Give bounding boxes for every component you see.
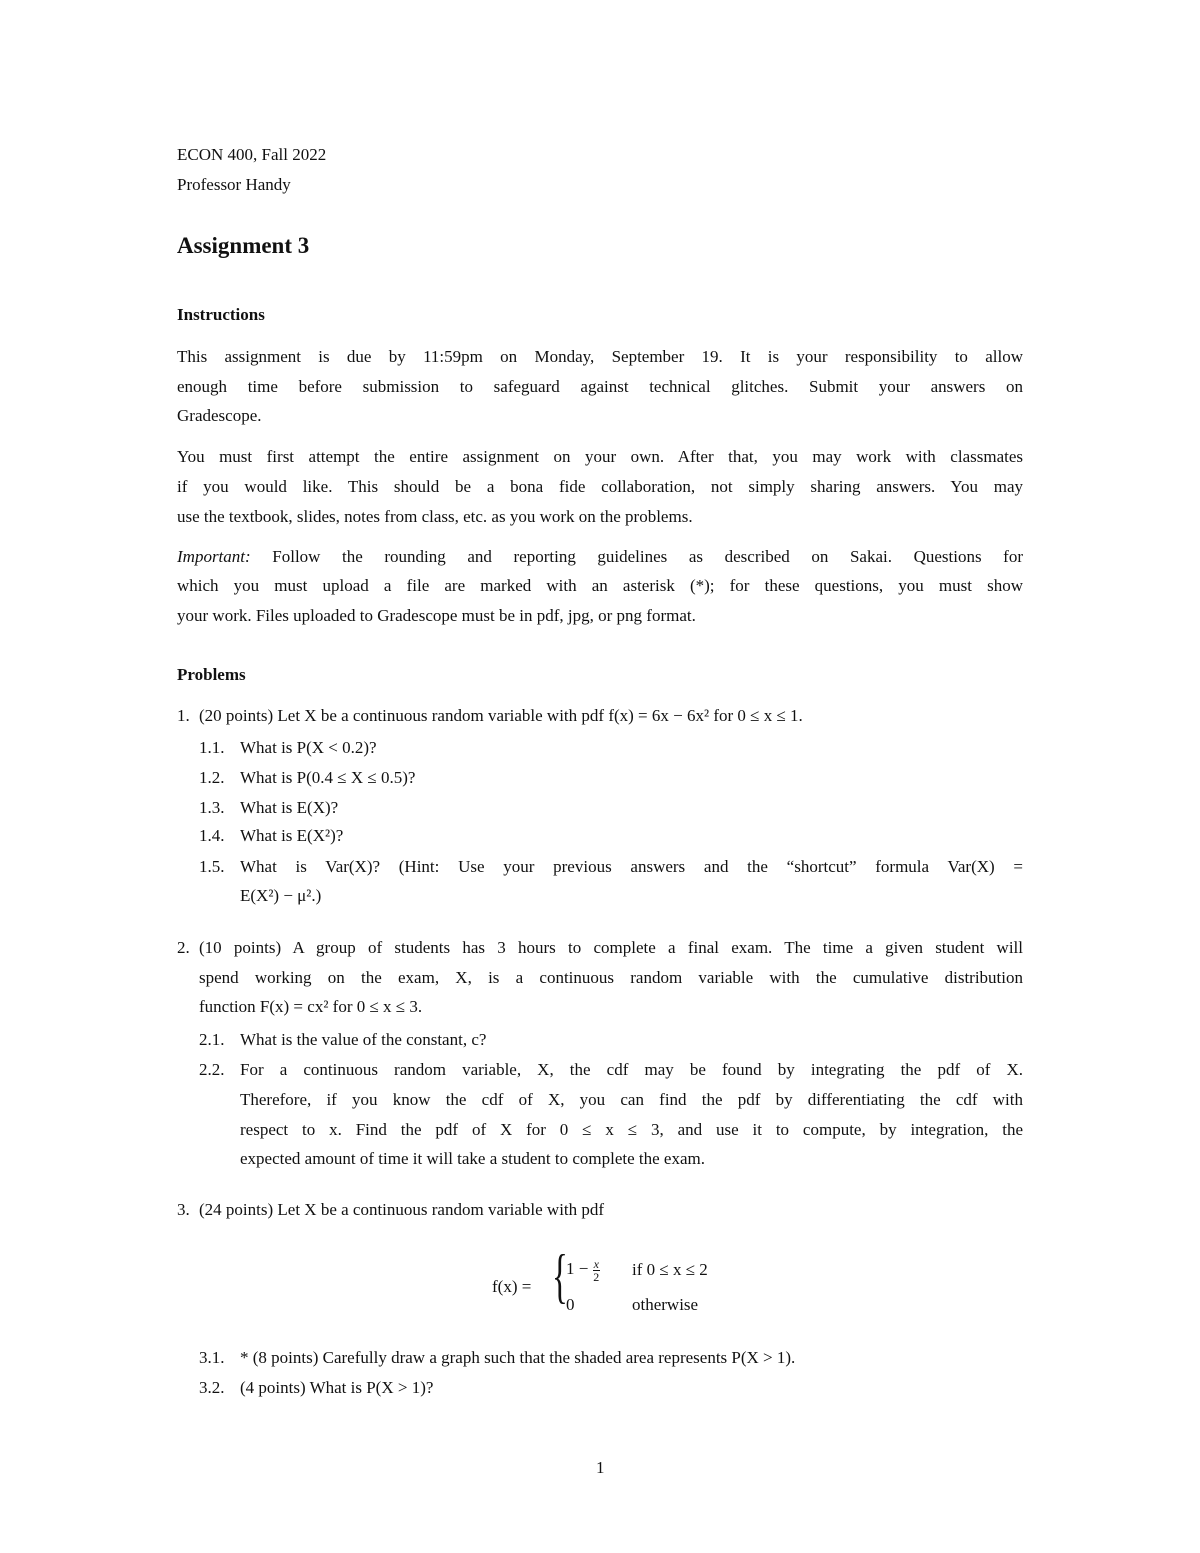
problem-2-line-3: function F(x) = cx² for 0 ≤ x ≤ 3. <box>199 997 423 1016</box>
instructions-p1-line-2: enough time before submission to safeguard against technical glitches. Submit your answers on <box>177 377 1023 396</box>
problem-3-2-text: (4 points) What is P(X > 1)? <box>240 1378 434 1397</box>
left-brace: { <box>552 1243 568 1309</box>
problems-heading: Problems <box>177 665 246 684</box>
problem-1-5-text-cont: E(X²) − μ².) <box>240 886 322 905</box>
problem-1-5-number: 1.5. <box>199 857 225 876</box>
instructions-p1-line-1: This assignment is due by 11:59pm on Monday, September 19. It is your responsibility to allow <box>177 347 1023 366</box>
problem-2-line-1: (10 points) A group of students has 3 hours to complete a final exam. The time a given student will <box>199 938 1023 957</box>
problem-1-2-text: What is P(0.4 ≤ X ≤ 0.5)? <box>240 768 416 787</box>
instructions-p3-line-2: which you must upload a file are marked with an asterisk (*); for these questions, you must show <box>177 576 1023 595</box>
problem-2-1-text: What is the value of the constant, c? <box>240 1030 487 1049</box>
problem-1-number: 1. <box>177 706 190 725</box>
case-1-value <box>566 1257 600 1283</box>
problem-3-number: 3. <box>177 1200 190 1219</box>
page-number: 1 <box>596 1458 605 1477</box>
instructions-p1-line-3: Gradescope. <box>177 406 262 425</box>
instructions-heading: Instructions <box>177 305 265 324</box>
problem-1-5-text: What is Var(X)? (Hint: Use your previous answers and the “shortcut” formula Var(X) = <box>240 857 1023 876</box>
problem-2-1-number: 2.1. <box>199 1030 225 1049</box>
instructions-p3-line-3: your work. Files uploaded to Gradescope must be in pdf, jpg, or png format. <box>177 606 696 625</box>
problem-1-4-number: 1.4. <box>199 826 225 845</box>
important-label: Important: <box>177 547 251 566</box>
problem-2-2-line-3: respect to x. Find the pdf of X for 0 ≤ x ≤ 3, and use it to compute, by integration, the <box>240 1120 1023 1139</box>
fraction-numerator: x <box>593 1256 599 1271</box>
problem-1-1-text: What is P(X < 0.2)? <box>240 738 377 757</box>
case-1-prefix: 1 − <box>566 1259 589 1278</box>
course-line: ECON 400, Fall 2022 <box>177 145 327 164</box>
instructions-p2-line-3: use the textbook, slides, notes from class, etc. as you work on the problems. <box>177 507 693 526</box>
professor-line: Professor Handy <box>177 175 291 194</box>
instructions-p3-line-1-text: Follow the rounding and reporting guidelines as described on Sakai. Questions for <box>250 547 1023 566</box>
piecewise-lhs: f(x) = <box>492 1277 532 1296</box>
instructions-p2-line-1: You must first attempt the entire assignment on your own. After that, you may work with classmates <box>177 447 1023 466</box>
problem-3-2-number: 3.2. <box>199 1378 225 1397</box>
problem-1-1-number: 1.1. <box>199 738 225 757</box>
problem-2-2-line-4: expected amount of time it will take a student to complete the exam. <box>240 1149 705 1168</box>
case-1-condition: if 0 ≤ x ≤ 2 <box>632 1260 708 1279</box>
problem-3-text: (24 points) Let X be a continuous random variable with pdf <box>199 1200 605 1219</box>
problem-3-1-number: 3.1. <box>199 1348 225 1367</box>
problem-2-2-line-2: Therefore, if you know the cdf of X, you can find the pdf by differentiating the cdf with <box>240 1090 1023 1109</box>
fraction-denominator: 2 <box>593 1269 600 1284</box>
case-2-value: 0 <box>566 1295 575 1314</box>
problem-1-text: (20 points) Let X be a continuous random variable with pdf f(x) = 6x − 6x² for 0 ≤ x ≤ 1. <box>199 706 803 725</box>
problem-2-number: 2. <box>177 938 190 957</box>
problem-1-4-text: What is E(X²)? <box>240 826 344 845</box>
problem-3-1-text: * (8 points) Carefully draw a graph such that the shaded area represents P(X > 1). <box>240 1348 796 1367</box>
assignment-title: Assignment 3 <box>177 233 310 258</box>
problem-1-3-text: What is E(X)? <box>240 798 339 817</box>
problem-1-3-number: 1.3. <box>199 798 225 817</box>
problem-2-line-2: spend working on the exam, X, is a continuous random variable with the cumulative distribution <box>199 968 1023 987</box>
case-1-fraction <box>593 1258 600 1283</box>
instructions-p3-line-1 <box>177 547 1023 567</box>
instructions-p2-line-2: if you would like. This should be a bona fide collaboration, not simply sharing answers. You may <box>177 477 1023 496</box>
case-2-condition: otherwise <box>632 1295 699 1314</box>
problem-2-2-number: 2.2. <box>199 1060 225 1079</box>
problem-1-2-number: 1.2. <box>199 768 225 787</box>
problem-2-2-line-1: For a continuous random variable, X, the cdf may be found by integrating the pdf of X. <box>240 1060 1023 1079</box>
